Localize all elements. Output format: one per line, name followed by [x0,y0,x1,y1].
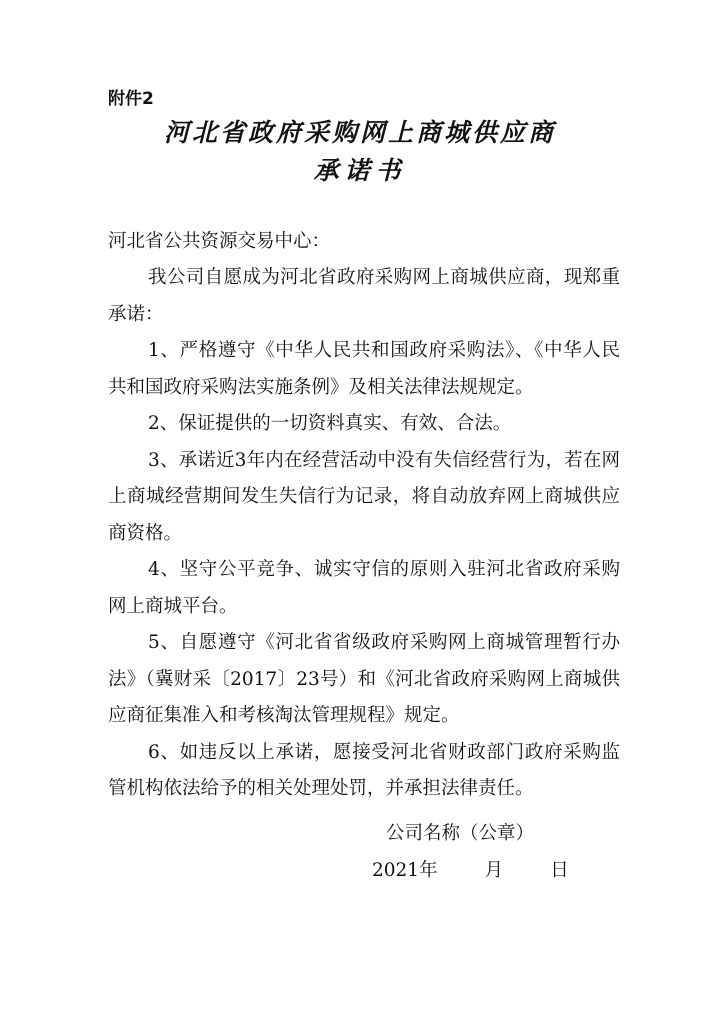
commitment-item-1: 1、严格遵守《中华人民共和国政府采购法》、《中华人民共和国政府采购法实施条例》及相关法律法规规定。 [108,340,620,398]
date-year: 2021年 [372,860,438,881]
date-day: 日 [550,860,569,881]
commitment-item-3: 3、承诺近3年内在经营活动中没有失信经营行为，若在网上商城经营期间发生失信行为记录，将自动放弃网上商城供应商资格。 [108,449,620,544]
commitment-item-6: 6、如违反以上承诺，愿接受河北省财政部门政府采购监管机构依法给予的相关处理处罚，并承担法律责任。 [108,741,620,799]
document-title: 河北省政府采购网上商城供应商 [163,118,556,147]
commitment-body [108,260,620,808]
attachment-label: 附件2 [108,89,154,109]
commitment-item-4: 4、坚守公平竞争、诚实守信的原则入驻河北省政府采购网上商城平台。 [108,559,620,617]
date-month: 月 [484,860,504,881]
document-subtitle: 承诺书 [313,156,407,185]
commitment-item-5: 5、自愿遵守《河北省省级政府采购网上商城管理暂行办法》（冀财采〔2017〕23号）和《河北省政府采购网上商城供应商征集准入和考核淘汰管理规程》规定。 [108,632,620,726]
commitment-item-2: 2、保证提供的一切资料真实、有效、合法。 [148,413,512,434]
company-seal-label: 公司名称（公章） [386,823,535,844]
salutation: 河北省公共资源交易中心： [108,231,331,252]
intro-paragraph: 我公司自愿成为河北省政府采购网上商城供应商，现郑重承诺： [108,267,620,325]
date-line [372,857,569,885]
